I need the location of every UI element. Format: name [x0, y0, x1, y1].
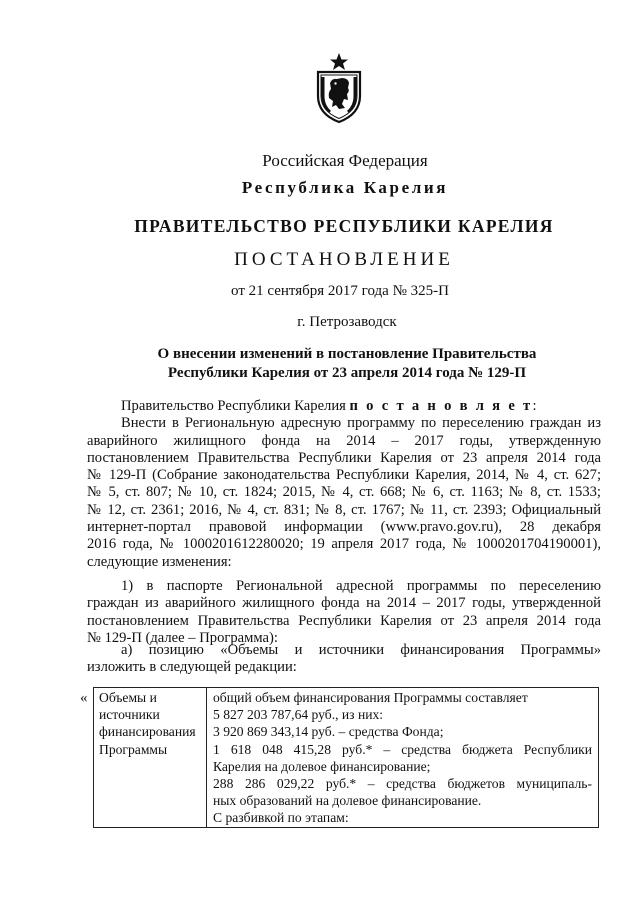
country-name: Российская Федерация: [262, 151, 428, 170]
content-line: Карелия на долевое финансирование;: [213, 758, 431, 774]
table-content-cell: [207, 688, 599, 828]
paragraph-line: граждан из аварийного жилищного фонда на 2014 – 2017 годы, утвержденной: [87, 595, 601, 612]
paragraph-line: 1) в паспорте Региональной адресной программы по переселению: [121, 578, 601, 594]
label-line: источники: [99, 707, 160, 723]
document-city: г. Петрозаводск: [297, 314, 397, 330]
paragraph-line: следующие изменения:: [87, 553, 232, 570]
content-line: общий объем финансирования Программы составляет: [213, 690, 528, 705]
amendment-subparagraph: [87, 642, 601, 677]
content-line: 1 618 048 415,28 руб.* – средства бюджета Республики: [213, 741, 592, 757]
republic-name: Республика Карелия: [241, 178, 449, 197]
paragraph-line: интернет-портал правовой информации (www.pravo.gov.ru), 28 декабря: [87, 519, 601, 536]
table-row: [94, 688, 599, 828]
content-line: 5 827 203 787,64 руб., из них:: [213, 707, 384, 723]
paragraph-line: 2016 года, № 1000201612280020; 19 апреля 2017 года, № 1000201704190001),: [87, 536, 601, 553]
content-line: С разбивкой по этапам:: [213, 810, 349, 826]
opening-quote-mark: «: [80, 690, 88, 706]
paragraph-line: № 129-П (далее – Программа):: [87, 629, 278, 646]
content-line: 3 920 869 343,14 руб. – средства Фонда;: [213, 724, 444, 740]
document-type: ПОСТАНОВЛЕНИЕ: [234, 249, 454, 270]
amendment-paragraph: [87, 578, 601, 647]
document-title-line: О внесении изменений в постановление Правительства: [157, 346, 537, 362]
document-date-number: от 21 сентября 2017 года № 325-П: [231, 283, 449, 299]
paragraph-line: изложить в следующей редакции:: [87, 659, 297, 676]
financing-table: [93, 687, 599, 828]
decree-verb: п о с т а н о в л я е т: [349, 398, 533, 414]
paragraph-line: № 5, ст. 807; № 10, ст. 1824; 2015, № 4, ст. 668; № 6, ст. 1163; № 8, ст. 1533;: [87, 484, 601, 501]
paragraph-line: постановлением Правительства Республики Карелия от 23 апреля 2014 года: [87, 612, 601, 629]
label-line: Объемы и: [99, 690, 157, 705]
content-line: 288 286 029,22 руб.* – средства бюджетов муниципаль-: [213, 776, 592, 792]
paragraph-line: № 129-П (Собрание законодательства Республики Карелия, 2014, № 4, ст. 627;: [87, 467, 601, 484]
government-name: ПРАВИТЕЛЬСТВО РЕСПУБЛИКИ КАРЕЛИЯ: [134, 216, 554, 236]
document-title-line: Республики Карелия от 23 апреля 2014 года № 129-П: [167, 365, 527, 381]
paragraph-line: № 12, ст. 2361; 2016, № 4, ст. 831; № 8, ст. 1767; № 11, ст. 2393; Официальный: [87, 501, 601, 518]
label-line: Программы: [99, 741, 168, 757]
label-line: финансирования: [99, 724, 196, 740]
paragraph-line: а) позицию «Объемы и источники финансирования Программы»: [121, 642, 601, 658]
decree-paragraph: [87, 398, 601, 571]
content-line: ных образований на долевое финансирование.: [213, 793, 482, 809]
karelia-coat-of-arms-icon: [312, 52, 366, 124]
decree-intro: Правительство Республики Карелия п о с т а н о в л я е т:: [121, 398, 537, 414]
paragraph-line: постановлением Правительства Республики Карелия от 23 апреля 2014 года: [87, 449, 601, 466]
paragraph-line: аварийного жилищного фонда на 2014 – 2017 годы, утвержденную: [87, 432, 601, 449]
paragraph-line: Внести в Региональную адресную программу по переселению граждан из: [121, 415, 601, 432]
table-label-cell: [94, 688, 207, 828]
